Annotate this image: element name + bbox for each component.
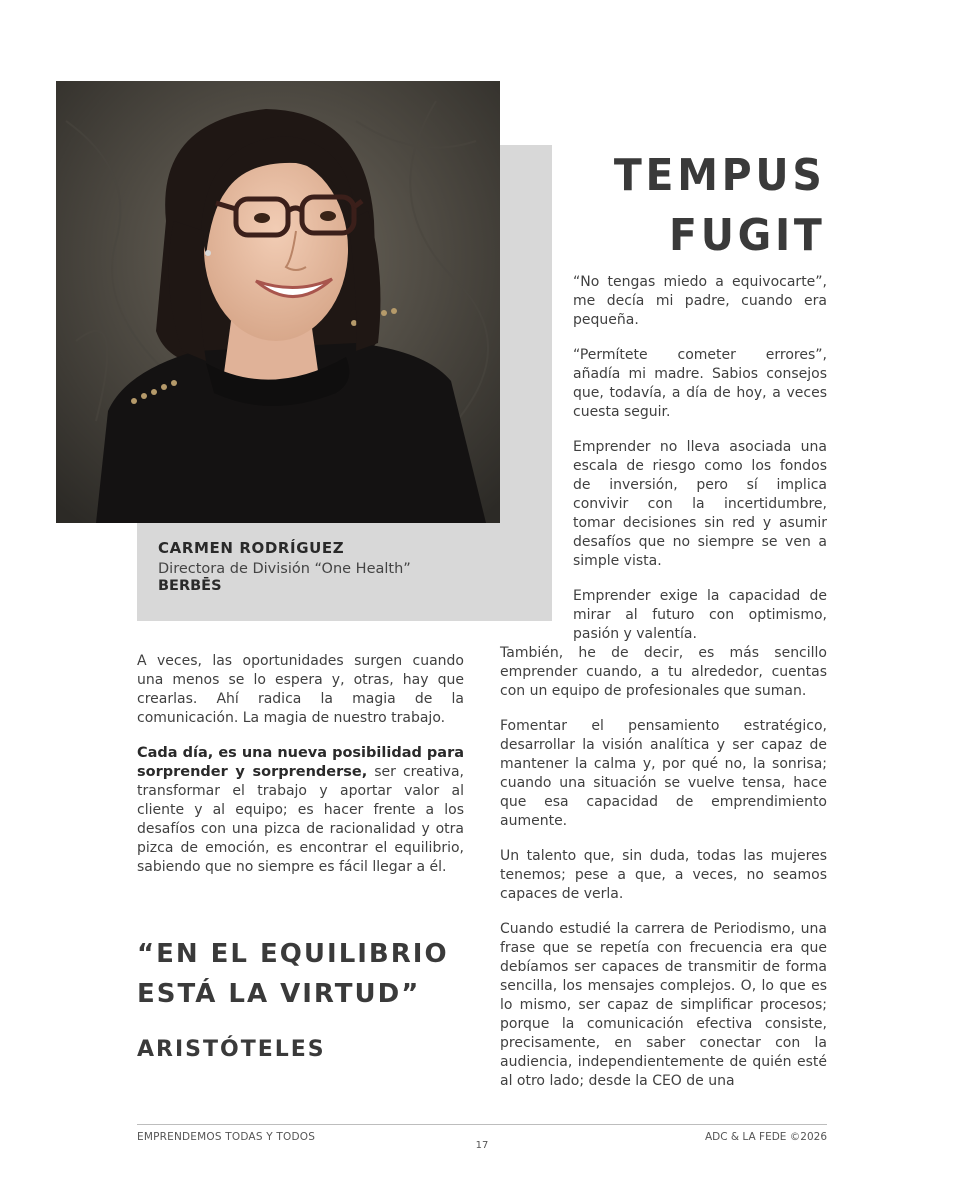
- page-number: 17: [475, 1140, 489, 1151]
- quote-line-1: “EN EL EQUILIBRIO: [137, 939, 449, 969]
- headline-line-2: FUGIT: [669, 210, 826, 261]
- paragraph-emphasis: Cada día, es una nueva posibilidad para sorprender y sorprenderse,: [137, 745, 465, 780]
- profile-caption: [158, 539, 538, 594]
- paragraph: Cuando estudié la carrera de Periodismo, una frase que se repetía con frecuencia era que debíamos ser capaces de transmitir de forma sencilla, los mensajes complejos. O, lo que es lo mismo, ser capaz de simplificar procesos; porque la comunicación efectiva consiste, precisamente, en saber conectar con la audiencia, independientemente de quién esté al otro lado; desde la CEO de una: [500, 921, 827, 1089]
- portrait-photo: [56, 81, 500, 523]
- profile-company: BERBĒS: [158, 578, 222, 594]
- portrait-illustration: [56, 81, 500, 523]
- profile-name: CARMEN RODRÍGUEZ: [158, 539, 345, 557]
- paragraph: Emprender exige la capacidad de mirar al futuro con optimismo, pasión y valentía.: [573, 588, 827, 642]
- paragraph-mixed: [137, 744, 464, 877]
- paragraph: “Permítete cometer errores”, añadía mi madre. Sabios consejos que, todavía, a día de hoy, a veces cuesta seguir.: [573, 347, 827, 420]
- headline-line-1: TEMPUS: [614, 150, 826, 201]
- paragraph: Emprender no lleva asociada una escala de riesgo como los fondos de inversión, pero sí implica convivir con la incertidumbre, tomar decisiones sin red y asumir desafíos que no siempre se ven a simple vista.: [573, 439, 827, 569]
- quote-author: ARISTÓTELES: [137, 1037, 326, 1062]
- right-column-bottom: [500, 644, 827, 1107]
- paragraph: Fomentar el pensamiento estratégico, desarrollar la visión analítica y ser capaz de mantener la calma y, por qué no, la sonrisa; cuando una situación se vuelve tensa, hace que esa capacidad de emprendimiento aumente.: [500, 718, 827, 829]
- footer-divider: [137, 1124, 827, 1125]
- paragraph: Un talento que, sin duda, todas las mujeres tenemos; pese a que, a veces, no seamos capaces de verla.: [500, 848, 827, 902]
- paragraph: “No tengas miedo a equivocarte”, me decía mi padre, cuando era pequeña.: [573, 274, 827, 328]
- paragraph-rest: ser creativa, transformar el trabajo y aportar valor al cliente y al equipo; es hacer frente a los desafíos con una pizca de racionalidad y otra pizca de emoción, es encontrar el equilibrio, sabiendo que no siempre es fácil llegar a él.: [137, 764, 464, 875]
- profile-role: Directora de División “One Health”: [158, 561, 411, 577]
- right-column-top: [573, 273, 827, 660]
- paragraph: También, he de decir, es más sencillo emprender cuando, a tu alrededor, cuentas con un equipo de profesionales que suman.: [500, 645, 827, 699]
- paragraph: A veces, las oportunidades surgen cuando una menos se lo espera y, otras, hay que crearlas. Ahí radica la magia de la comunicación. La magia de nuestro trabajo.: [137, 653, 464, 726]
- left-column: [137, 652, 464, 893]
- article-headline: [598, 146, 826, 266]
- quote-line-2: ESTÁ LA VIRTUD”: [137, 979, 421, 1009]
- pull-quote: [137, 934, 449, 1014]
- footer-copyright: ADC & LA FEDE ©2026: [704, 1131, 827, 1143]
- footer-publication: EMPRENDEMOS TODAS Y TODOS: [137, 1131, 316, 1143]
